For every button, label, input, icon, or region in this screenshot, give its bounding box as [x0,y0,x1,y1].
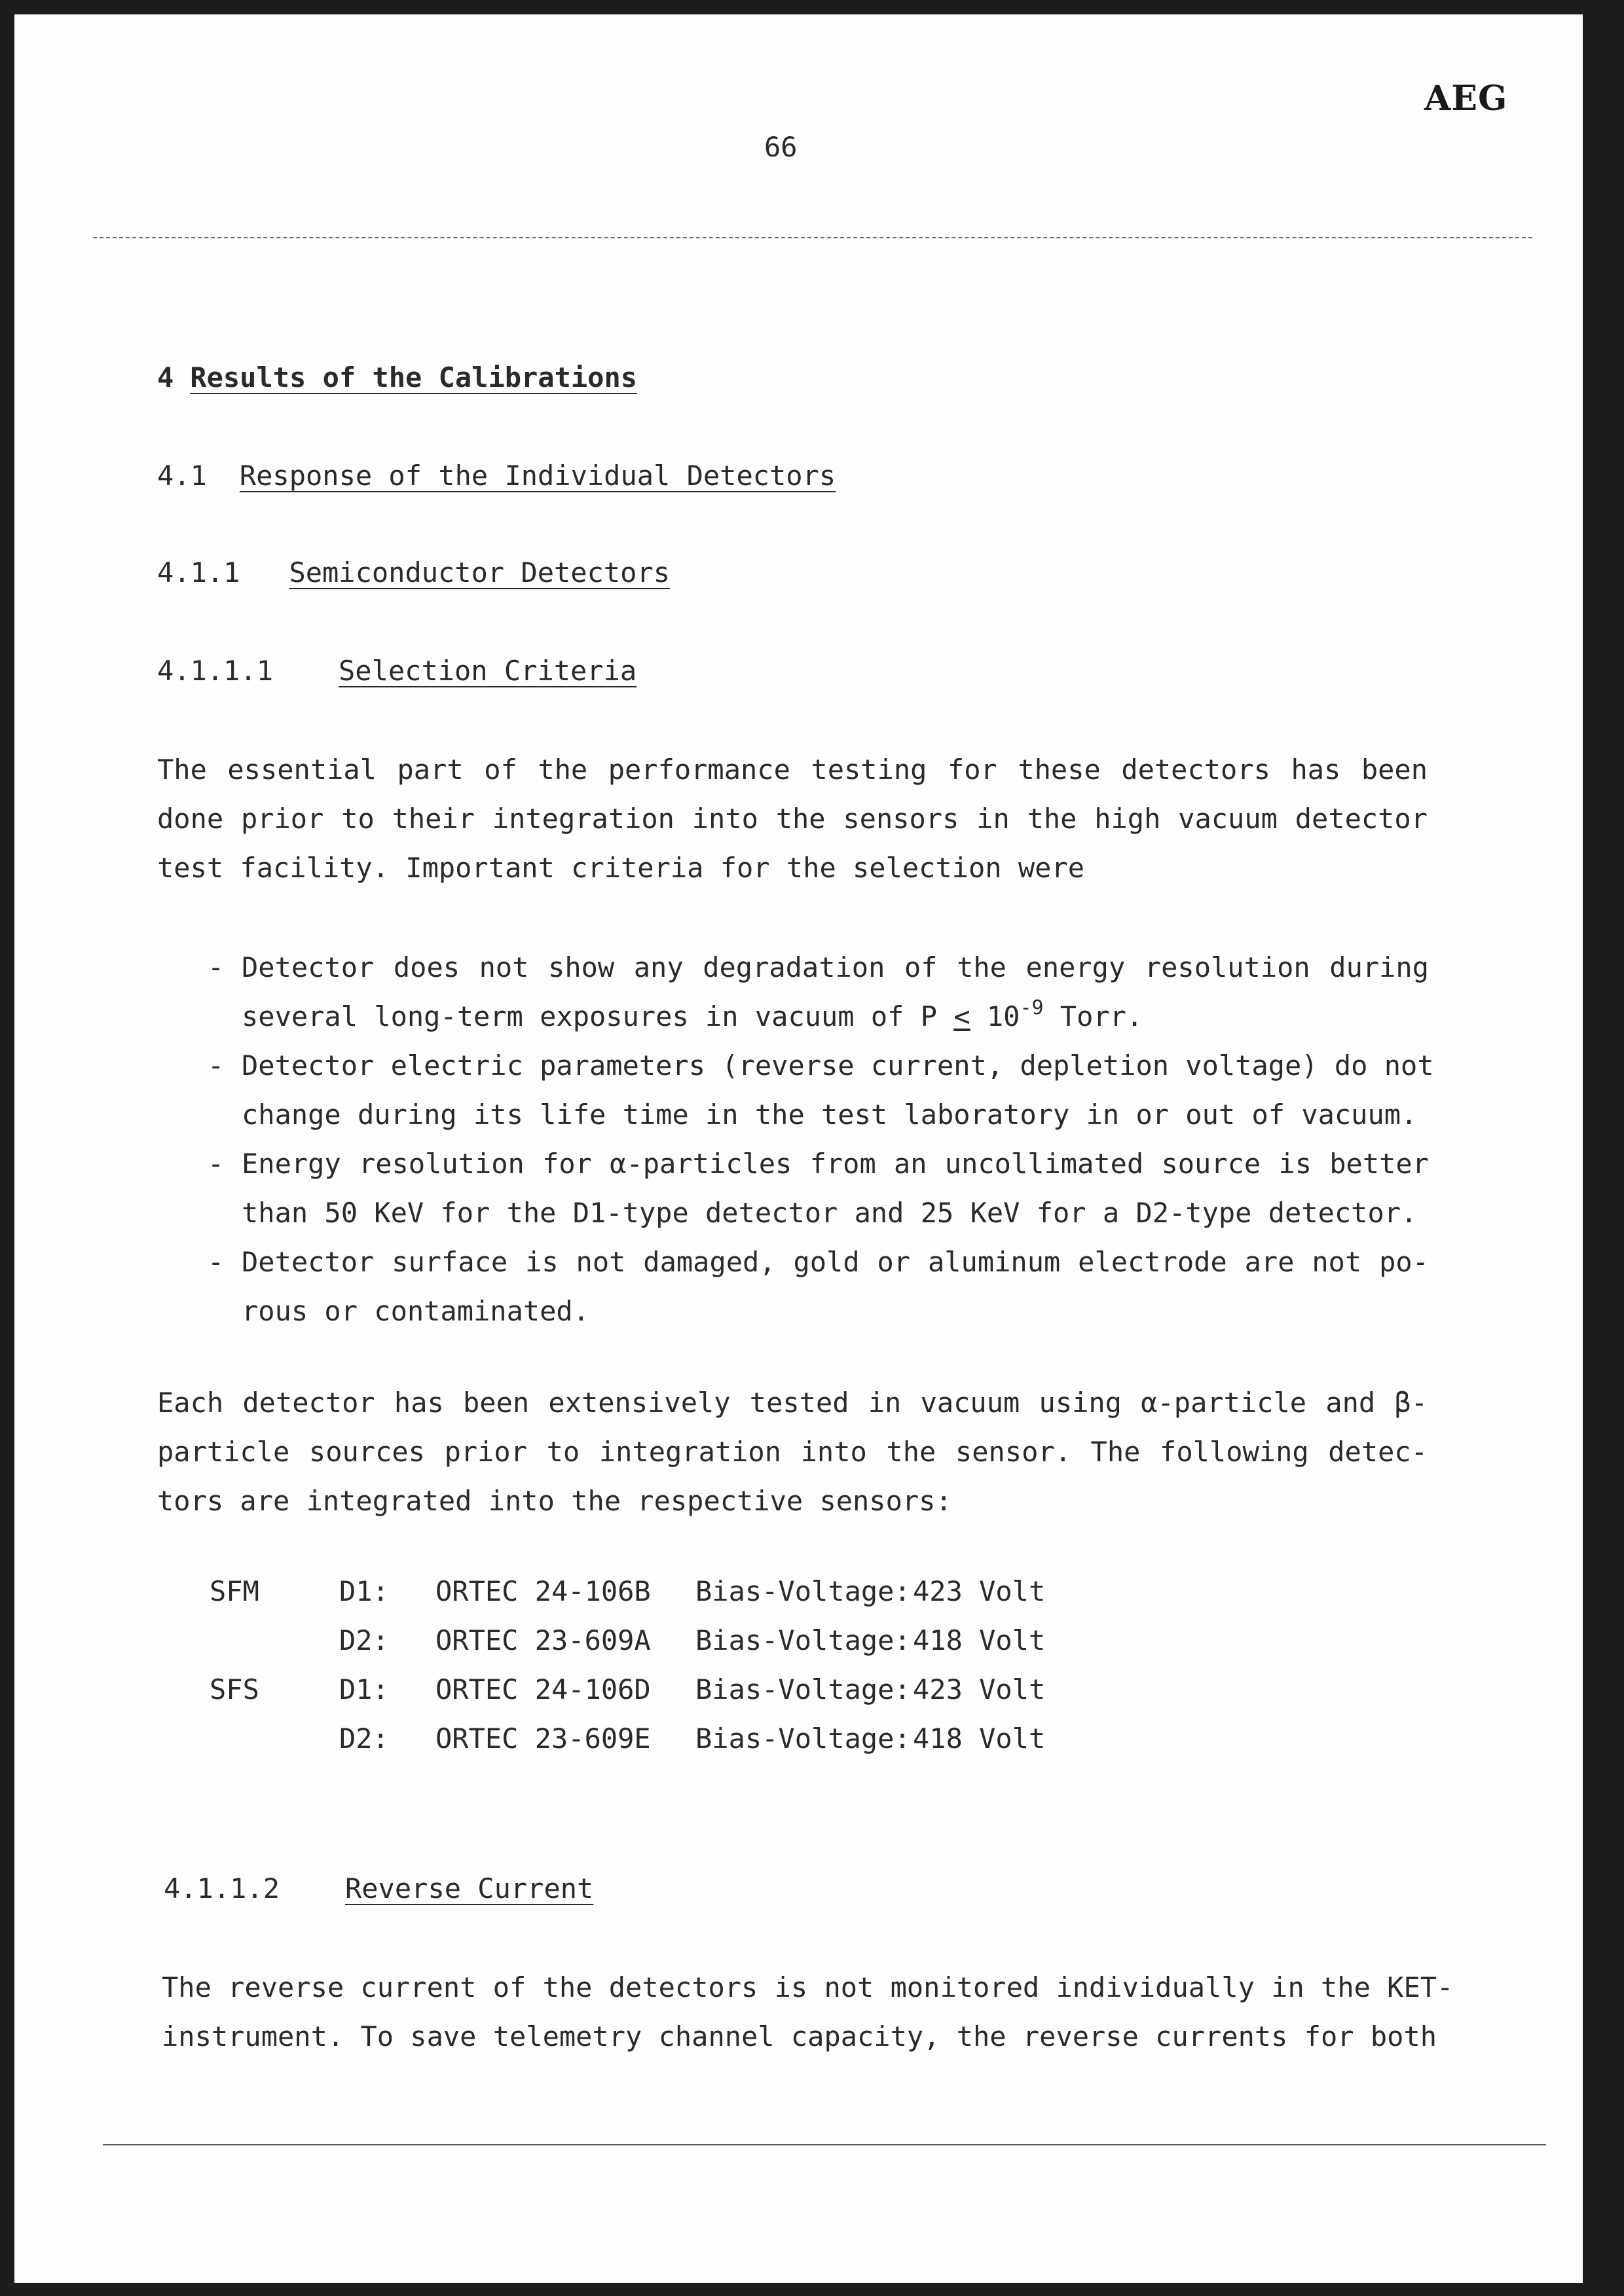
detector-model: ORTEC 24-106B [435,1575,651,1607]
text-line: than 50 KeV for the D1-type detector and 25 KeV for a D2-type detector. [242,1197,1418,1229]
detector-table [210,1575,1045,1772]
list-dash: - [208,1246,225,1278]
paragraph-performance-testing [157,745,1428,892]
page-number: 66 [764,131,798,163]
bias-voltage-value: 423 Volt [913,1673,1046,1705]
detector-model: ORTEC 23-609E [435,1722,651,1755]
list-item [208,1041,1434,1139]
list-item [208,1237,1429,1336]
heading-number: 4.1.1.1 [157,655,274,687]
detector-id: D2: [339,1722,389,1755]
heading-title: Results of the Calibrations [190,361,638,393]
bias-voltage-label: Bias-Voltage: [695,1673,911,1705]
list-dash: - [208,951,225,983]
header-divider [93,237,1532,238]
detector-row [210,1575,1045,1624]
heading-number: 4.1.1.2 [164,1872,280,1904]
list-dash: - [208,1049,225,1082]
sensor-name: SFM [210,1575,259,1607]
exponent: -9 [1020,996,1044,1019]
text-line [242,992,1429,1041]
detector-id: D1: [339,1575,389,1607]
sensor-name [210,1722,339,1772]
bias-voltage-value: 418 Volt [913,1624,1046,1656]
text-fragment: several long-term exposures in vacuum of P [242,1000,954,1032]
text-line: particle sources prior to integration into the sensor. The following detec- [157,1436,1428,1468]
heading-title: Response of the Individual Detectors [239,460,836,492]
heading-number: 4.1 [157,460,207,492]
bias-voltage-label: Bias-Voltage: [695,1624,911,1656]
sensor-name: SFS [210,1673,259,1705]
text-line: Detector surface is not damaged, gold or aluminum electrode are not po- [242,1246,1429,1278]
sensor-name [210,1624,339,1673]
document-page [14,14,1583,2283]
heading-section-4-1 [157,460,836,492]
detector-row [210,1722,1045,1772]
heading-section-4 [157,361,637,393]
heading-title: Reverse Current [345,1872,594,1904]
bias-voltage-value: 418 Volt [913,1722,1046,1755]
detector-id: D1: [339,1673,389,1705]
bias-voltage-value: 423 Volt [913,1575,1046,1607]
heading-title: Selection Criteria [339,655,637,687]
detector-id: D2: [339,1624,389,1656]
list-dash: - [208,1148,225,1180]
bias-voltage-label: Bias-Voltage: [695,1722,911,1755]
text-line: Detector does not show any degradation of the energy resolution during [242,951,1429,983]
list-item [208,1139,1429,1237]
text-line: done prior to their integration into the sensors in the high vacuum detector [157,803,1428,835]
paragraph-detector-testing [157,1378,1428,1525]
text-line: change during its life time in the test laboratory in or out of vacuum. [242,1099,1418,1131]
heading-section-4-1-1-2 [164,1872,593,1904]
text-line: Energy resolution for α-particles from an uncollimated source is better [242,1148,1429,1180]
text-line: tors are integrated into the respective sensors: [157,1485,952,1517]
text-line: instrument. To save telemetry channel capacity, the reverse currents for both [162,2020,1437,2052]
selection-criteria-list [208,943,1434,1336]
text-line: Detector electric parameters (reverse current, depletion voltage) do not [242,1049,1434,1082]
heading-section-4-1-1-1 [157,655,637,687]
detector-row [210,1624,1045,1673]
text-line: The essential part of the performance testing for these detectors has been [157,754,1428,786]
heading-number: 4 [157,361,174,393]
text-line: Each detector has been extensively tested in vacuum using α-particle and β- [157,1387,1428,1419]
detector-model: ORTEC 24-106D [435,1673,651,1705]
detector-model: ORTEC 23-609A [435,1624,651,1656]
text-line: The reverse current of the detectors is not monitored individually in the KET- [162,1971,1454,2003]
aeg-logo: AEG [1424,79,1508,118]
detector-row [210,1673,1045,1722]
text-line: rous or contaminated. [242,1295,590,1327]
footer-divider [103,2144,1546,2145]
heading-title: Semiconductor Detectors [289,556,671,589]
list-item [208,943,1429,1041]
paragraph-reverse-current [162,1963,1454,2061]
text-line: test facility. Important criteria for the selection were [157,852,1085,884]
heading-section-4-1-1 [157,556,670,589]
heading-number: 4.1.1 [157,556,240,589]
less-equal-symbol: < [953,1000,970,1032]
text-fragment: 10 [970,1000,1020,1032]
text-fragment: Torr. [1043,1000,1143,1032]
bias-voltage-label: Bias-Voltage: [695,1575,911,1607]
